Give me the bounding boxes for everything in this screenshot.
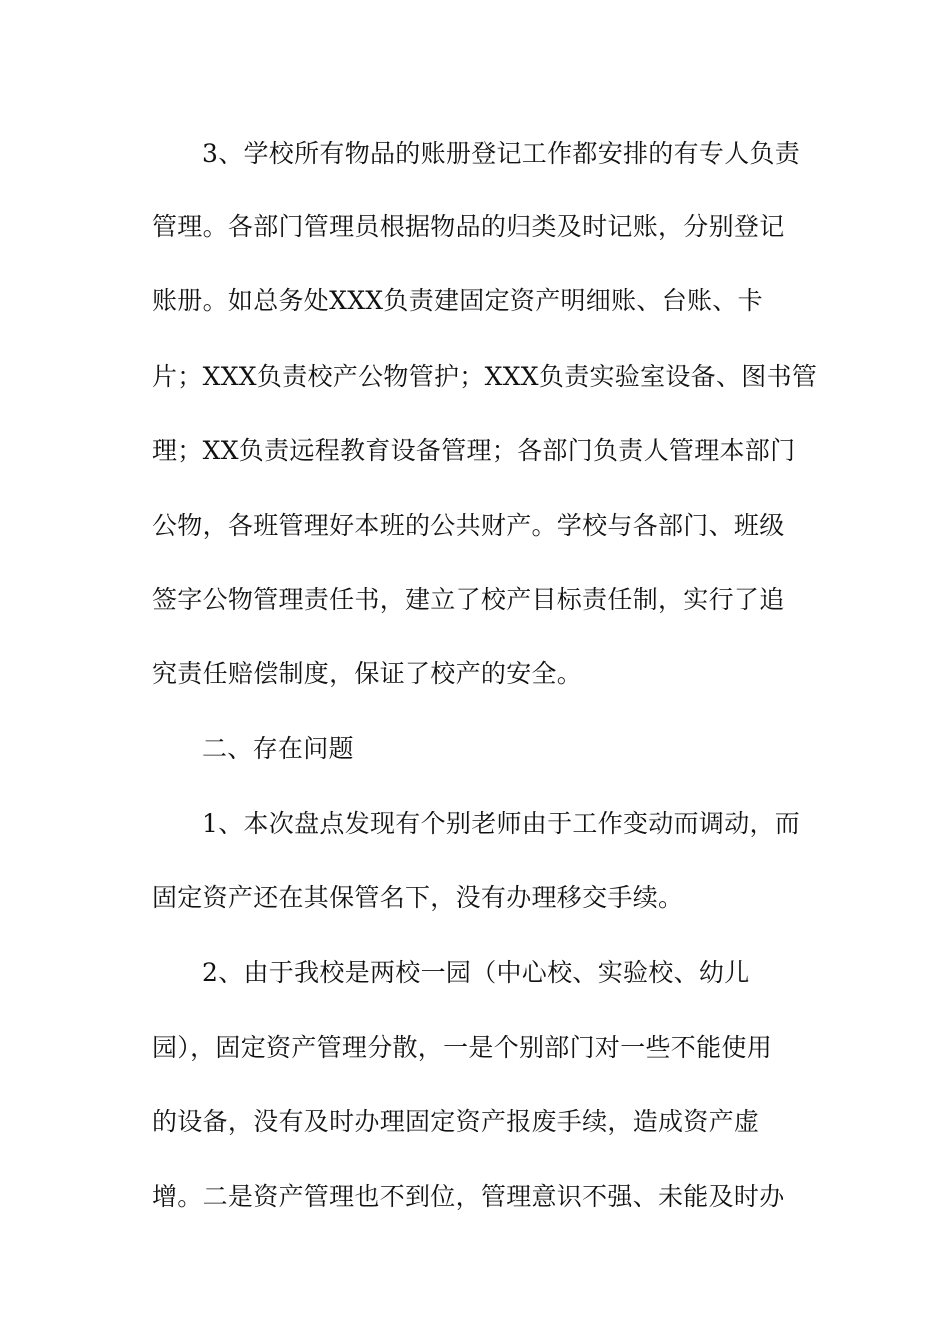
paragraph-line: 公物，各班管理好本班的公共财产。学校与各部门、班级 — [152, 511, 785, 540]
paragraph-line: 园），固定资产管理分散，一是个别部门对一些不能使用 — [152, 1033, 773, 1062]
paragraph-line: 签字公物管理责任书，建立了校产目标责任制，实行了追 — [152, 585, 785, 614]
paragraph-line: 3、学校所有物品的账册登记工作都安排的有专人负责 — [202, 139, 801, 168]
section-heading: 二、存在问题 — [202, 734, 354, 763]
paragraph-line: 1、本次盘点发现有个别老师由于工作变动而调动，而 — [202, 809, 801, 838]
paragraph-line: 2、由于我校是两校一园（中心校、实验校、幼儿 — [202, 958, 750, 987]
paragraph-line: 理；XX负责远程教育设备管理；各部门负责人管理本部门 — [152, 436, 796, 465]
paragraph-line: 片；XXX负责校产公物管护；XXX负责实验室设备、图书管 — [152, 362, 818, 391]
paragraph-line: 增。二是资产管理也不到位，管理意识不强、未能及时办 — [152, 1182, 785, 1211]
paragraph-line: 究责任赔偿制度，保证了校产的安全。 — [152, 659, 583, 688]
paragraph-line: 账册。如总务处XXX负责建固定资产明细账、台账、卡 — [152, 286, 763, 315]
paragraph-line: 固定资产还在其保管名下，没有办理移交手续。 — [152, 883, 684, 912]
paragraph-line: 管理。各部门管理员根据物品的归类及时记账，分别登记 — [152, 212, 785, 241]
paragraph-line: 的设备，没有及时办理固定资产报废手续，造成资产虚 — [152, 1107, 760, 1136]
